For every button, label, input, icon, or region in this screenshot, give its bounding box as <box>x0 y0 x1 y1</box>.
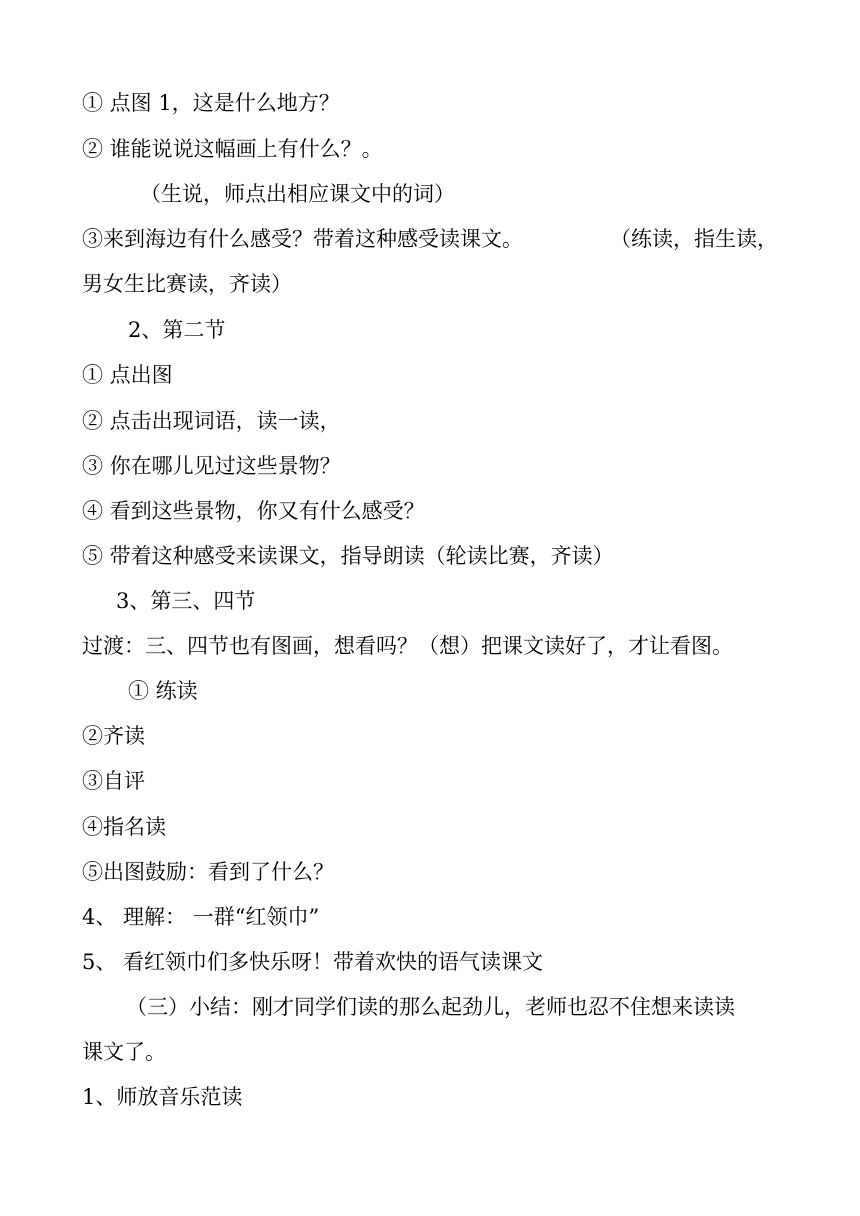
text-line: ④指名读 <box>82 815 166 839</box>
text-line: 过渡：三、四节也有图画，想看吗？（想）把课文读好了，才让看图。 <box>82 634 733 658</box>
text-line <box>82 225 778 253</box>
text-line: ②齐读 <box>82 724 145 748</box>
text-line: 5、 看红领巾们多快乐呀！带着欢快的语气读课文 <box>82 950 544 974</box>
text-line: ① 点出图 <box>82 363 173 387</box>
text-line: ④ 看到这些景物，你又有什么感受？ <box>82 499 425 523</box>
text-line: ① 练读 <box>128 679 198 703</box>
text-line-left: ③来到海边有什么感受？带着这种感受读课文。 <box>82 227 523 251</box>
text-line: （生说，师点出相应课文中的词） <box>140 182 455 206</box>
text-line: ③自评 <box>82 769 145 793</box>
text-line: （三）小结：刚才同学们读的那么起劲儿，老师也忍不住想来读读 <box>126 995 735 1019</box>
text-line: 课文了。 <box>82 1040 166 1064</box>
text-line: 男女生比赛读，齐读） <box>82 272 292 296</box>
text-line: ③ 你在哪儿见过这些景物？ <box>82 454 341 478</box>
text-line: ② 点击出现词语，读一读， <box>82 409 341 433</box>
text-line-right: （练读，指生读， <box>610 227 778 251</box>
text-line: 4、 理解： 一群“红领巾” <box>82 905 320 929</box>
text-line: 1、师放音乐范读 <box>82 1085 243 1109</box>
section-heading: 3、第三、四节 <box>116 589 256 613</box>
text-line: ⑤出图鼓励：看到了什么？ <box>82 860 334 884</box>
section-heading: 2、第二节 <box>128 318 226 342</box>
text-line: ② 谁能说说这幅画上有什么？。 <box>82 137 383 161</box>
text-line: ⑤ 带着这种感受来读课文，指导朗读（轮读比赛，齐读） <box>82 544 614 568</box>
text-line: ① 点图 1，这是什么地方？ <box>82 91 340 115</box>
